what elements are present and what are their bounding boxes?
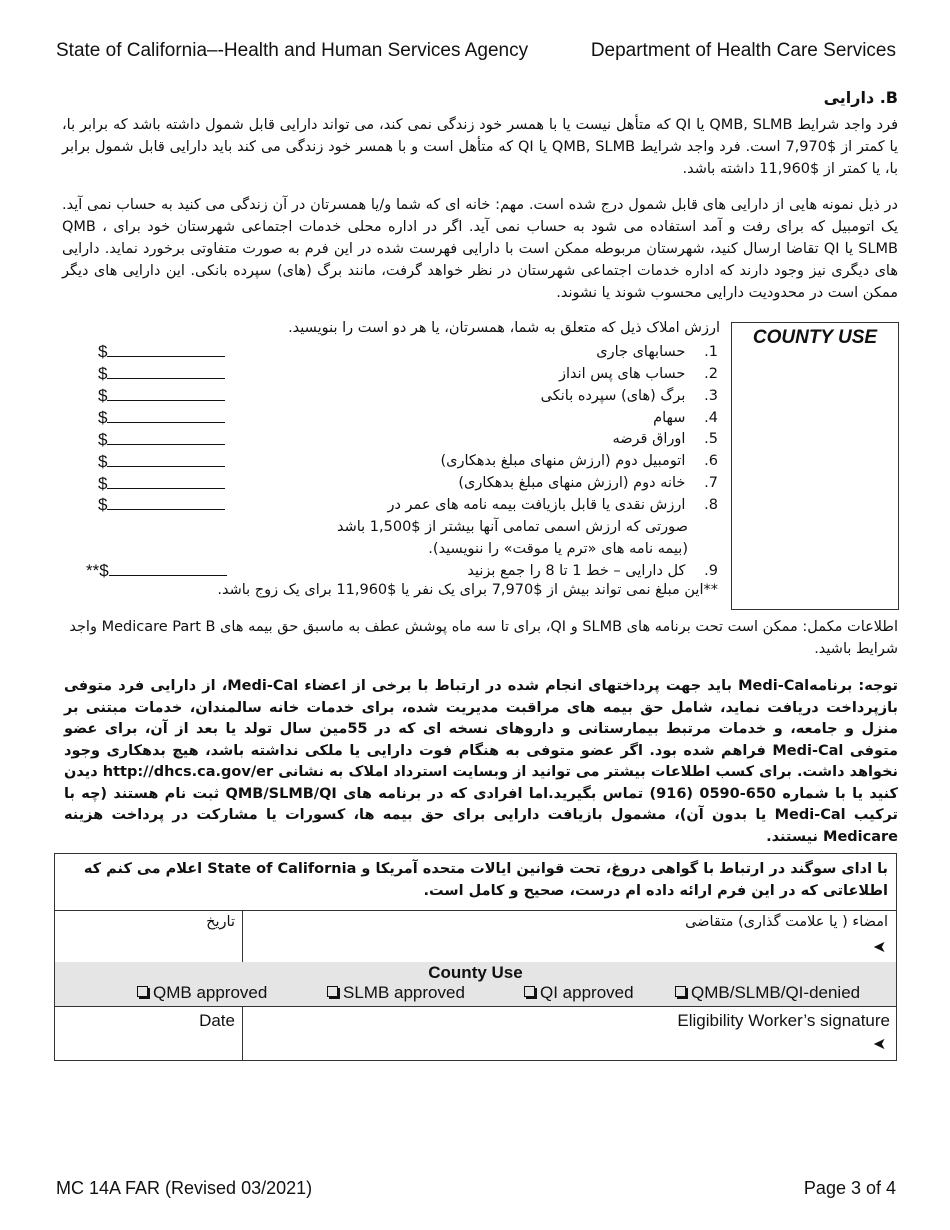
perjury-declaration: با ادای سوگند در ارتباط با گواهی دروغ، تحت قوانین ایالات متحده آمریکا و State of California اعلام می کنم که اطلاعاتی که در این فرم ارائه داده ام درست، صحیح و کامل است. (83, 861, 888, 899)
amount-field-total[interactable] (86, 560, 227, 581)
dollar-sign: $ (98, 386, 108, 405)
asset-label: اتومبیل دوم (ارزش منهای مبلغ بدهکاری) (440, 453, 686, 469)
applicant-signature-label: امضاء ( یا علامت گذاری) متقاضی (685, 914, 888, 930)
asset-label: حساب های پس انداز (558, 366, 686, 382)
amount-field-stocks[interactable] (98, 407, 225, 428)
page-number: Page 3 of 4 (803, 1178, 896, 1198)
asset-label: برگ (های) سپرده بانکی (540, 388, 686, 404)
asset-number: 9. (704, 563, 718, 579)
dollar-sign: $ (98, 495, 108, 514)
amount-line[interactable] (107, 385, 225, 401)
dollar-sign: $ (98, 342, 108, 361)
signature-arrow-icon: ➤ (872, 1036, 886, 1053)
county-use-box (731, 322, 899, 610)
amount-line[interactable] (107, 341, 225, 357)
asset-limit-note: **این مبلغ نمی تواند بیش از $7,970 برای یک نفر یا $11,960 برای یک زوج باشد. (217, 582, 718, 598)
declaration-row (55, 854, 896, 911)
amount-field-life-insurance[interactable] (98, 494, 225, 515)
worker-signature-label: Eligibility Worker’s signature (677, 1011, 890, 1030)
dollar-sign: $ (98, 474, 108, 493)
applicant-date-label: تاریخ (206, 914, 235, 930)
worker-date-label: Date (199, 1011, 235, 1030)
checkbox-icon[interactable] (327, 986, 338, 997)
asset-label: سهام (653, 410, 686, 426)
checkbox-label: QMB approved (153, 983, 268, 1002)
asset-number: 7. (704, 475, 718, 491)
asset-label: خانه دوم (ارزش منهای مبلغ بدهکاری) (458, 475, 686, 491)
amount-field-checking[interactable] (98, 341, 225, 362)
asset-item-total (467, 561, 718, 582)
asset-item-checking (596, 342, 718, 363)
checkbox-label: QMB/SLMB/QI-denied (691, 983, 861, 1002)
qmb-approved-checkbox[interactable] (137, 983, 267, 1003)
asset-item-second-car (440, 451, 718, 472)
amount-field-second-home[interactable] (98, 473, 225, 494)
denied-checkbox[interactable] (675, 983, 860, 1003)
asset-limit-paragraph: فرد واجد شرایط QMB, SLMB یا QI که متأهل نیست یا با همسر خود زندگی نمی کند، می تواند دارایی قابل شمول داشته باشد که برابر با، یا کمتر از $7,970 است. فرد واجد شرایط QMB, SLMB یا QI که متأهل است و با همسر خود زندگی می کند باید دارایی قابل شمول برابر با، یا کمتر از $11,960 داشته باشد. (62, 117, 898, 177)
asset-label: کل دارایی – خط 1 تا 8 را جمع بزنید (467, 563, 686, 579)
checkbox-icon[interactable] (137, 986, 148, 997)
asset-item-second-home (458, 473, 718, 494)
asset-number: 8. (704, 497, 718, 513)
asset-label: اوراق قرضه (612, 431, 686, 447)
checkbox-icon[interactable] (524, 986, 535, 997)
column-divider (242, 910, 243, 962)
assets-intro: ارزش املاک ذیل که متعلق به شما، همسرتان، یا هر دو است را بنویسید. (288, 320, 720, 336)
amount-line[interactable] (107, 451, 225, 467)
amount-field-bonds[interactable] (98, 429, 225, 450)
qi-approved-checkbox[interactable] (524, 983, 634, 1003)
signature-table (54, 853, 897, 1061)
asset-item-life-insurance (387, 495, 718, 516)
amount-line[interactable] (109, 560, 227, 576)
dollar-sign: $ (98, 408, 108, 427)
amount-line[interactable] (107, 407, 225, 423)
asset-number: 5. (704, 431, 718, 447)
dollar-sign: $ (98, 452, 108, 471)
asset-label: حسابهای جاری (596, 344, 686, 360)
supplemental-info: اطلاعات مکمل: ممکن است تحت برنامه های SLMB و QI، برای تا سه ماه پوشش عطف به ماسبق حق بیمه های Medicare Part B واجد شرایط باشید. (69, 619, 898, 657)
section-title: B. دارایی (823, 88, 898, 107)
amount-line[interactable] (107, 363, 225, 379)
signature-arrow-icon: ➤ (872, 937, 886, 956)
asset-number: 4. (704, 410, 718, 426)
dollar-sign: $ (98, 430, 108, 449)
checkbox-label: QI approved (540, 983, 634, 1002)
checkbox-label: SLMB approved (343, 983, 465, 1002)
county-use-label: County Use (428, 963, 523, 982)
applicant-signature-row (55, 910, 896, 963)
asset-item-bonds (612, 429, 718, 450)
checkbox-icon[interactable] (675, 986, 686, 997)
amount-field-second-car[interactable] (98, 451, 225, 472)
asset-item-life-insurance-line2: صورتی که ارزش اسمی تمامی آنها بیشتر از $1,500 باشد (336, 519, 688, 535)
amount-line[interactable] (107, 494, 225, 510)
asset-number: 6. (704, 453, 718, 469)
countable-assets-paragraph: در ذیل نمونه هایی از دارایی های قابل شمول درج شده است. مهم: خانه ای که شما و/یا همسرتان در آن زندگی می کنید به حساب نمی آید. یک اتومبیل که برای رفت و آمد استفاده می شود به حساب نمی آید. اگر در اداره محلی خدمات اجتماعی شهرستان خود برای QMB ، SLMB یا QI تقاضا ارسال کنید، شهرستان مربوطه ممکن است با دارایی فهرست شده در این فرم به صورت متفاوتی برخورد نماید. دارایی های دیگری نیز وجود دارند که اداره خدمات اجتماعی شهرستان در نظر خواهد گرفت، مانند برگ (های) سپرده بانکی. این دارایی های دیگر ممکن است در محدودیت دارایی محسوب شوند یا نشوند. (62, 197, 899, 301)
header-agency: State of California–-Health and Human Services Agency (56, 40, 529, 61)
column-divider (242, 1006, 243, 1060)
asset-item-certificates (541, 386, 718, 407)
amount-field-certificates[interactable] (98, 385, 225, 406)
slmb-approved-checkbox[interactable] (327, 983, 465, 1003)
form-number: MC 14A FAR (Revised 03/2021) (56, 1178, 313, 1198)
asset-number: 3. (704, 388, 718, 404)
dollar-sign: **$ (86, 561, 109, 580)
header-department: Department of Health Care Services (590, 40, 896, 61)
asset-item-savings (559, 364, 718, 385)
county-use-title: COUNTY USE (752, 327, 878, 348)
dollar-sign: $ (98, 364, 108, 383)
asset-item-life-insurance-line3: (بیمه نامه های «ترم یا موقت» را ننویسید). (428, 541, 688, 557)
asset-number: 2. (704, 366, 718, 382)
asset-number: 1. (704, 344, 718, 360)
estate-recovery-notice: توجه: برنامهMedi-Cal باید جهت پرداختهای انجام شده در ارتباط با برخی از اعضاء Medi-Cal، از دارایی فرد متوفی بازپرداخت دریافت نماید، شامل حق بیمه های مراقبت مدیریت شده، برای خدمات خانه سالمندان، خدمات مبتنی بر منزل و جامعه، و خدمات مرتبط بیمارستانی و داروهای نسخه ای که در 55مین سال تولد یا بعد از آن، برای عضو متوفی Medi-Cal فراهم شده بود. اگر عضو متوفی به هنگام فوت دارایی یا ملکی نداشته باشد، هیچ بدهکاری وجود نخواهد داشت. برای کسب اطلاعات بیشتر می توانید از وبسایت استرداد املاک به نشانی http://dhcs.ca.gov/er دیدن کنید یا با شماره 650-0590 (916) تماس بگیرید.اما افرادی که در برنامه های QMB/SLMB/QI ثبت نام هستند (چه با ترکیب Medi-Cal یا بدون آن)، مشمول بازیافت دارایی برای حق بیمه ها، کسورات یا مشارکت در پرداخت هزینه Medicare نیستند. (64, 678, 899, 845)
county-use-row (55, 962, 896, 1007)
amount-line[interactable] (107, 473, 225, 489)
worker-signature-row (55, 1006, 896, 1060)
amount-line[interactable] (107, 429, 225, 445)
asset-label: ارزش نقدی یا قابل بازیافت بیمه نامه های عمر در (387, 497, 686, 513)
amount-field-savings[interactable] (98, 363, 225, 384)
asset-item-stocks (653, 408, 718, 429)
